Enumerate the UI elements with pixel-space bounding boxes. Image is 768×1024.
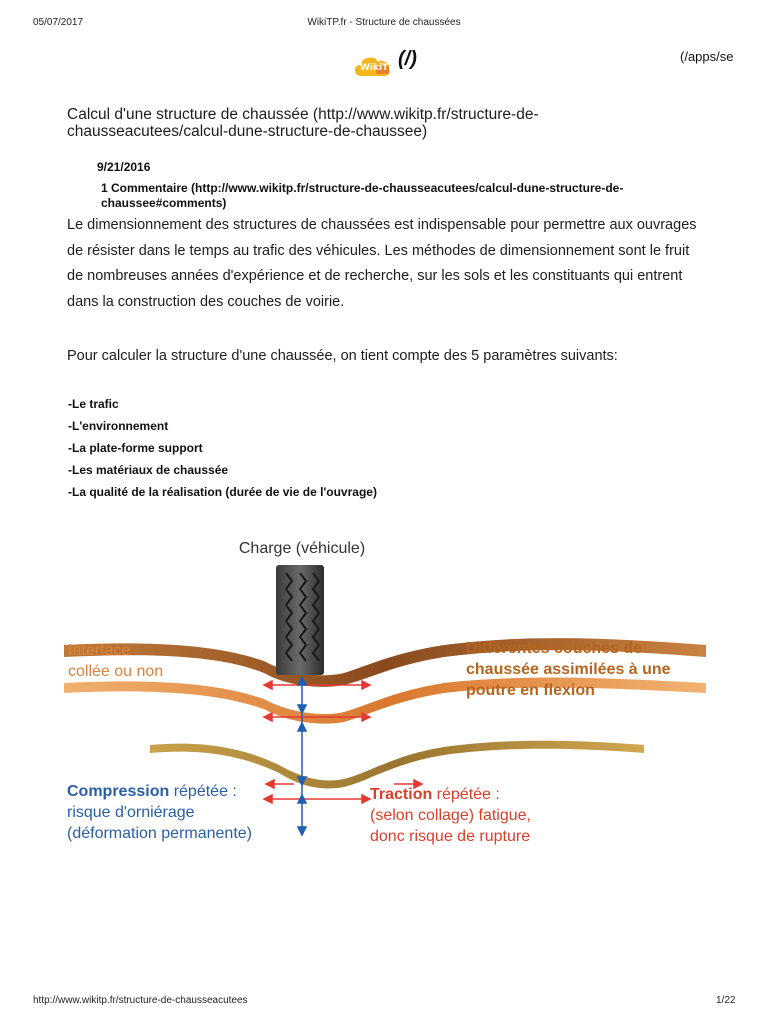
vertical-arrows [298, 677, 306, 835]
comments-link[interactable]: 1 Commentaire (http://www.wikitp.fr/structure-de-chausseacutees/calcul-dune-structure-de-chaussee#comments) [101, 181, 624, 210]
print-footer-url: http://www.wikitp.fr/structure-de-chausseacutees [33, 995, 248, 1006]
print-page-number: 1/22 [716, 995, 736, 1006]
apps-link[interactable]: (/apps/se [680, 49, 734, 64]
print-page-title: WikiTP.fr - Structure de chaussées [307, 17, 461, 28]
layers-label: Différentes couches de chaussée assimilées à une poutre en flexion [466, 640, 671, 699]
compression-label: Compression répétée : risque d'orniérage (déformation permanente) [67, 783, 252, 842]
traction-label: Traction répétée : (selon collage) fatigue, donc risque de rupture [370, 786, 531, 845]
print-date: 05/07/2017 [33, 17, 84, 28]
interface-label: Interface collée ou non [68, 642, 164, 680]
logo-wordmark: WikiTP [360, 63, 395, 73]
wikitp-logo[interactable] [354, 52, 394, 80]
list-item: -La plate-forme support [68, 441, 203, 455]
load-label: Charge (véhicule) [238, 540, 366, 557]
intro-paragraph: Le dimensionnement des structures de chaussées est indispensable pour permettre aux ouvrages de résister dans le temps au trafic des véhicules. Les méthodes de dimensionnement sont le fruit de nombreuses années d'expérience et de recherche, sur les sols et les constituants qui entrent dans la construction des couches de voirie. [67, 217, 697, 310]
list-item: -Les matériaux de chaussée [68, 463, 229, 477]
road-layer-bottom [150, 741, 644, 789]
list-item: -L'environnement [68, 419, 169, 433]
article-date: 9/21/2016 [97, 160, 151, 174]
parameters-intro: Pour calculer la structure d'une chaussée, on tient compte des 5 paramètres suivants: [67, 348, 618, 364]
parameter-list [68, 396, 377, 506]
article-title[interactable]: Calcul d'une structure de chaussée (http://www.wikitp.fr/structure-de-chausseacutees/calcul-dune-structure-de-chaussee) [67, 106, 539, 140]
pavement-structure-diagram [64, 533, 706, 853]
list-item: -La qualité de la réalisation (durée de vie de l'ouvrage) [68, 485, 377, 499]
list-item: -Le trafic [68, 397, 119, 411]
road-layer-middle [64, 678, 706, 724]
home-link[interactable]: (/) [398, 48, 417, 70]
tire-icon [276, 565, 324, 675]
